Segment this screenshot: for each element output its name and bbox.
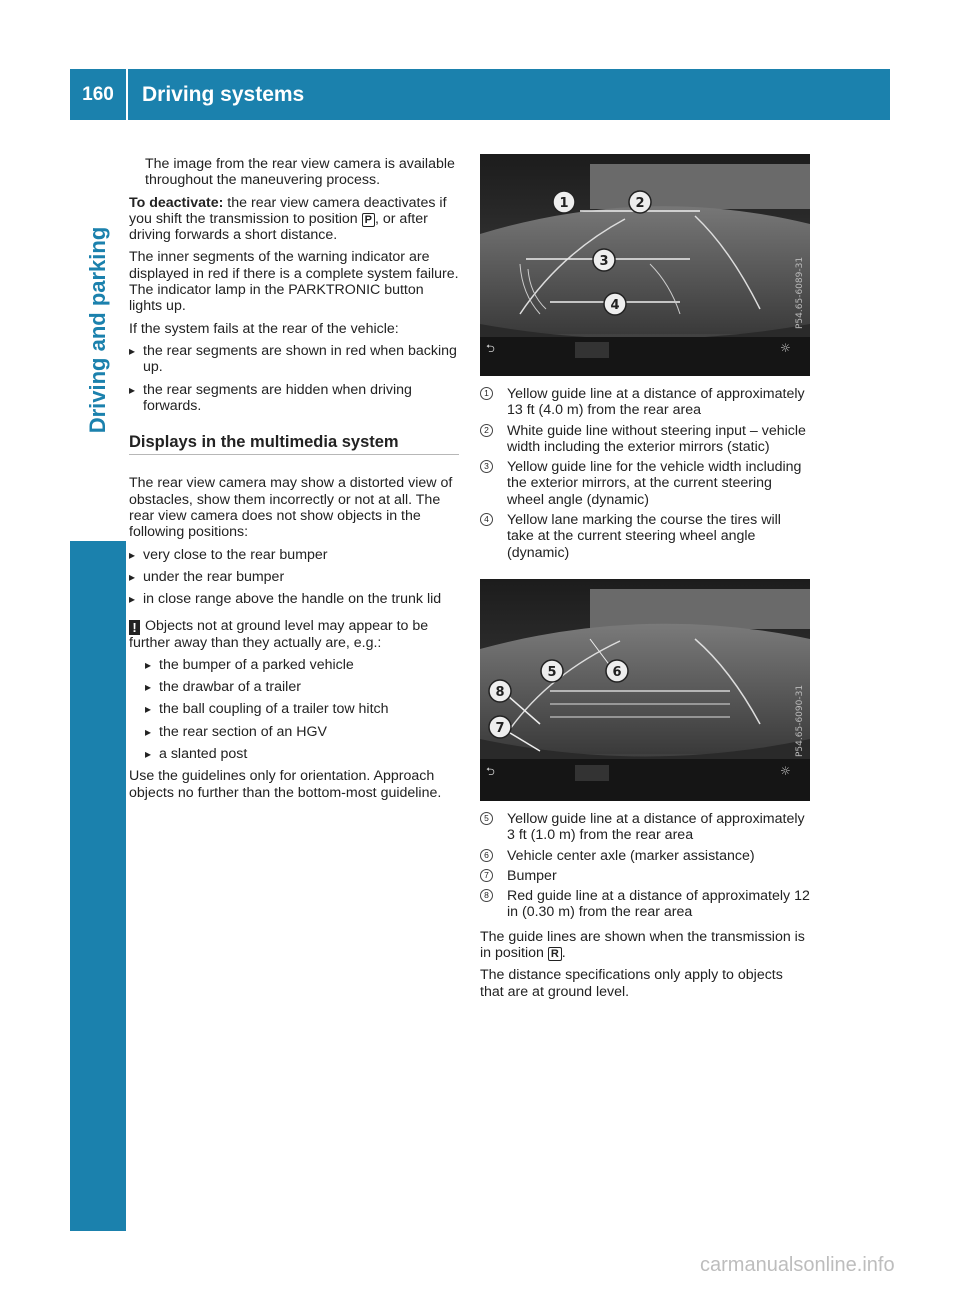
warning-paragraph — [129, 618, 459, 651]
bullet-icon: ▸ — [129, 382, 136, 397]
deactivate-text-end: , or after driving forwards a short distance. — [129, 210, 428, 244]
legend-item — [480, 459, 810, 508]
legend-item — [480, 868, 810, 884]
intro-paragraph: The image from the rear view camera is available throughout the maneuvering process. — [145, 156, 455, 189]
svg-text:☼: ☼ — [780, 763, 791, 778]
legend-number: 8 — [480, 889, 493, 902]
bullet-icon: ▸ — [145, 747, 152, 762]
guide-lines-shown-paragraph — [480, 929, 810, 962]
shown-text: The guide lines are shown when the transmission is in position — [480, 928, 805, 962]
bullet-icon: ▸ — [145, 680, 152, 695]
deactivate-paragraph — [129, 195, 459, 244]
svg-text:6: 6 — [612, 664, 622, 680]
warning-icon: ! — [129, 620, 140, 635]
section-heading: Displays in the multimedia system — [129, 434, 459, 455]
inner-segments-paragraph: The inner segments of the warning indicator are displayed in red if there is a complete system failure. The indicator lamp in the PARKTRONIC button lights up. — [129, 249, 459, 315]
list-item-text: very close to the rear bumper — [143, 546, 328, 563]
legend-text: Vehicle center axle (marker assistance) — [507, 847, 755, 864]
legend-text: White guide line without steering input – vehicle width including the exterior mirrors (static) — [507, 422, 806, 455]
list-item — [145, 701, 459, 717]
deactivate-text: the rear view camera deactivates if you shift the transmission to position — [129, 194, 447, 227]
gear-r-key: R — [548, 947, 562, 961]
section-title: Driving systems — [142, 82, 305, 106]
legend-item — [480, 848, 810, 864]
svg-text:4: 4 — [610, 298, 620, 313]
legend-number: 5 — [480, 812, 493, 825]
bullet-icon: ▸ — [129, 547, 136, 562]
svg-text:1: 1 — [559, 196, 569, 211]
fail-rear-paragraph: If the system fails at the rear of the vehicle: — [129, 320, 399, 337]
bullet-icon: ▸ — [129, 569, 136, 584]
svg-text:⮌: ⮌ — [486, 764, 495, 778]
legend-number: 7 — [480, 869, 493, 882]
svg-text:5: 5 — [547, 664, 557, 680]
list-item — [129, 569, 459, 585]
legend-item — [480, 811, 810, 844]
bullet-icon: ▸ — [145, 724, 152, 739]
svg-text:7: 7 — [495, 720, 505, 736]
list-item-text: a slanted post — [159, 746, 248, 763]
legend-item — [480, 512, 810, 561]
list-item — [145, 657, 459, 673]
side-tab — [70, 120, 126, 540]
legend-text: Yellow guide line at a distance of approximately 3 ft (1.0 m) from the rear area — [507, 810, 805, 844]
list-item — [129, 343, 459, 376]
distorted-paragraph: The rear view camera may show a distorted view of obstacles, show them incorrectly or not at all. The rear view camera does not show objects in the following positions: — [129, 475, 453, 541]
bullet-icon: ▸ — [129, 343, 136, 358]
legend-number: 1 — [480, 387, 493, 400]
deactivate-label: To deactivate: — [129, 194, 224, 211]
legend-text: Yellow guide line at a distance of approximately 13 ft (4.0 m) from the rear area — [507, 386, 805, 419]
list-item-text: the rear segments are shown in red when backing up. — [143, 342, 457, 376]
bullet-icon: ▸ — [145, 657, 152, 672]
legend-item — [480, 888, 810, 921]
list-item — [145, 746, 459, 762]
rear-camera-image-2 — [480, 579, 810, 801]
list-item-text: the ball coupling of a trailer tow hitch — [159, 701, 389, 718]
list-item-text: in close range above the handle on the trunk lid — [143, 591, 442, 608]
legend-item — [480, 423, 810, 456]
legend-item — [480, 386, 810, 419]
page-number: 160 — [82, 83, 114, 105]
legend-number: 2 — [480, 424, 493, 437]
list-item-text: the rear section of an HGV — [159, 723, 327, 740]
list-item-text: the rear segments are hidden when driving forwards. — [143, 381, 412, 414]
guidelines-paragraph: Use the guidelines only for orientation. Approach objects no further than the bottom-most guideline. — [129, 768, 442, 801]
gear-p-key: P — [362, 213, 375, 227]
svg-text:2: 2 — [635, 196, 645, 211]
legend-text: Red guide line at a distance of approximately 12 in (0.30 m) from the rear area — [507, 888, 810, 921]
list-item — [145, 724, 459, 740]
svg-text:3: 3 — [599, 254, 609, 269]
svg-text:8: 8 — [495, 684, 505, 700]
legend-text: Bumper — [507, 867, 557, 884]
list-item — [145, 679, 459, 695]
legend-number: 3 — [480, 460, 493, 473]
legend-text: Yellow lane marking the course the tires will take at the current steering wheel angle (dynamic) — [507, 512, 781, 561]
rear-camera-image-1 — [480, 154, 810, 376]
watermark: carmanualsonline.info — [700, 1254, 895, 1276]
list-item-text: the drawbar of a trailer — [159, 679, 301, 696]
list-item — [129, 382, 459, 415]
list-item — [129, 547, 459, 563]
side-color-block — [70, 541, 126, 1231]
right-column — [480, 154, 810, 1006]
list-item-text: the bumper of a parked vehicle — [159, 656, 354, 673]
legend-number: 4 — [480, 513, 493, 526]
left-column — [129, 156, 459, 807]
list-item — [129, 591, 459, 607]
bullet-icon: ▸ — [145, 702, 152, 717]
shown-text-end: . — [561, 945, 566, 962]
bullet-icon: ▸ — [129, 592, 136, 607]
warning-examples — [129, 657, 459, 762]
image-code: P54.65-6089-31 — [795, 256, 805, 329]
warning-text: Objects not at ground level may appear to be further away than they actually are, e.g.: — [129, 617, 429, 651]
distance-spec-paragraph: The distance specifications only apply to objects that are at ground level. — [480, 967, 783, 1000]
list-item-text: under the rear bumper — [143, 568, 285, 585]
side-tab-label: Driving and parking — [85, 226, 110, 434]
legend-text: Yellow guide line for the vehicle width including the exterior mirrors, at the current steering wheel angle (dynamic) — [507, 459, 802, 508]
header-divider — [126, 69, 128, 120]
image-code: P54.65-6090-31 — [795, 684, 805, 757]
svg-text:☼: ☼ — [780, 341, 791, 355]
svg-text:⮌: ⮌ — [486, 342, 495, 355]
legend-number: 6 — [480, 849, 493, 862]
